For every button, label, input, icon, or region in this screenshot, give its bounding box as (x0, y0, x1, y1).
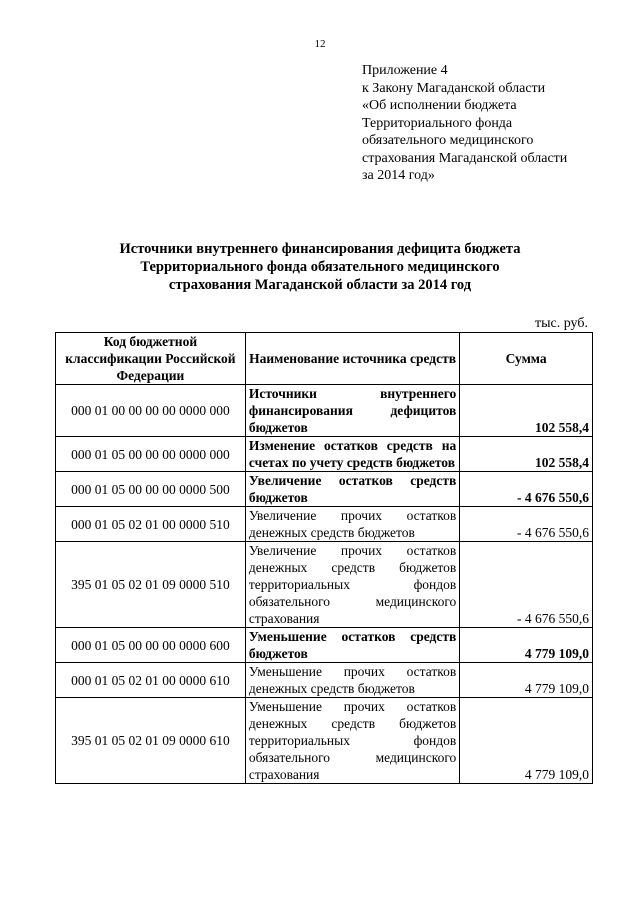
budget-code-cell: 000 01 05 02 01 00 0000 510 (56, 507, 246, 542)
table-row (56, 542, 593, 628)
amount-cell: - 4 676 550,6 (460, 472, 593, 507)
appendix-line: «Об исполнении бюджета (362, 98, 517, 113)
header-code: Код бюджетной классификации Российской Федерации (56, 333, 246, 385)
header-sum: Сумма (460, 333, 593, 385)
amount-cell: 4 779 109,0 (460, 698, 593, 784)
source-name-cell: Увеличение прочих остатков денежных средств бюджетов территориальных фондов обязательного медицинского страхования (245, 542, 459, 628)
amount-cell: 102 558,4 (460, 437, 593, 472)
table-row (56, 628, 593, 663)
appendix-line: страхования Магаданской области (362, 150, 568, 166)
amount-cell: - 4 676 550,6 (460, 507, 593, 542)
appendix-line: Территориального фонда (362, 115, 513, 131)
source-name-cell: Уменьшение прочих остатков денежных средств бюджетов территориальных фондов обязательного медицинского страхования (245, 698, 459, 784)
source-name-cell: Увеличение остатков средств бюджетов (245, 472, 459, 507)
budget-code-cell: 000 01 05 02 01 00 0000 610 (56, 663, 246, 698)
budget-code-cell: 000 01 05 00 00 00 0000 500 (56, 472, 246, 507)
table-body (56, 385, 593, 784)
budget-code-cell: 395 01 05 02 01 09 0000 510 (56, 542, 246, 628)
appendix-line: к Закону Магаданской области (362, 80, 546, 96)
page-number: 12 (314, 38, 326, 50)
source-name-cell: Уменьшение прочих остатков денежных средств бюджетов (245, 663, 459, 698)
amount-cell: 102 558,4 (460, 385, 593, 437)
source-name-cell: Увеличение прочих остатков денежных средств бюджетов (245, 507, 459, 542)
budget-code-cell: 000 01 05 00 00 00 0000 600 (56, 628, 246, 663)
amount-cell: - 4 676 550,6 (460, 542, 593, 628)
title-line: Источники внутреннего финансирования дефицита бюджета (119, 241, 521, 257)
table-row (56, 507, 593, 542)
amount-cell: 4 779 109,0 (460, 628, 593, 663)
budget-code-cell: 000 01 00 00 00 00 0000 000 (56, 385, 246, 437)
header-name: Наименование источника средств (245, 333, 459, 385)
source-name-cell: Источники внутреннего финансирования дефицитов бюджетов (245, 385, 459, 437)
units-label: тыс. руб. (535, 316, 588, 331)
amount-cell: 4 779 109,0 (460, 663, 593, 698)
appendix-reference (362, 62, 612, 185)
table-row (56, 385, 593, 437)
title-line: Территориального фонда обязательного медицинского (140, 259, 500, 275)
source-name-cell: Изменение остатков средств на счетах по учету средств бюджетов (245, 437, 459, 472)
table-row (56, 437, 593, 472)
appendix-line: обязательного медицинского (362, 133, 534, 148)
appendix-line: Приложение 4 (362, 63, 448, 78)
source-name-cell: Уменьшение остатков средств бюджетов (245, 628, 459, 663)
title-line: страхования Магаданской области за 2014 год (168, 277, 472, 293)
appendix-line: за 2014 год» (362, 168, 435, 183)
table-row (56, 472, 593, 507)
budget-code-cell: 000 01 05 00 00 00 0000 000 (56, 437, 246, 472)
financing-sources-table (55, 332, 593, 784)
table-row (56, 663, 593, 698)
table-header-row (56, 333, 593, 385)
table-row (56, 698, 593, 784)
budget-code-cell: 395 01 05 02 01 09 0000 610 (56, 698, 246, 784)
document-title (0, 240, 640, 294)
